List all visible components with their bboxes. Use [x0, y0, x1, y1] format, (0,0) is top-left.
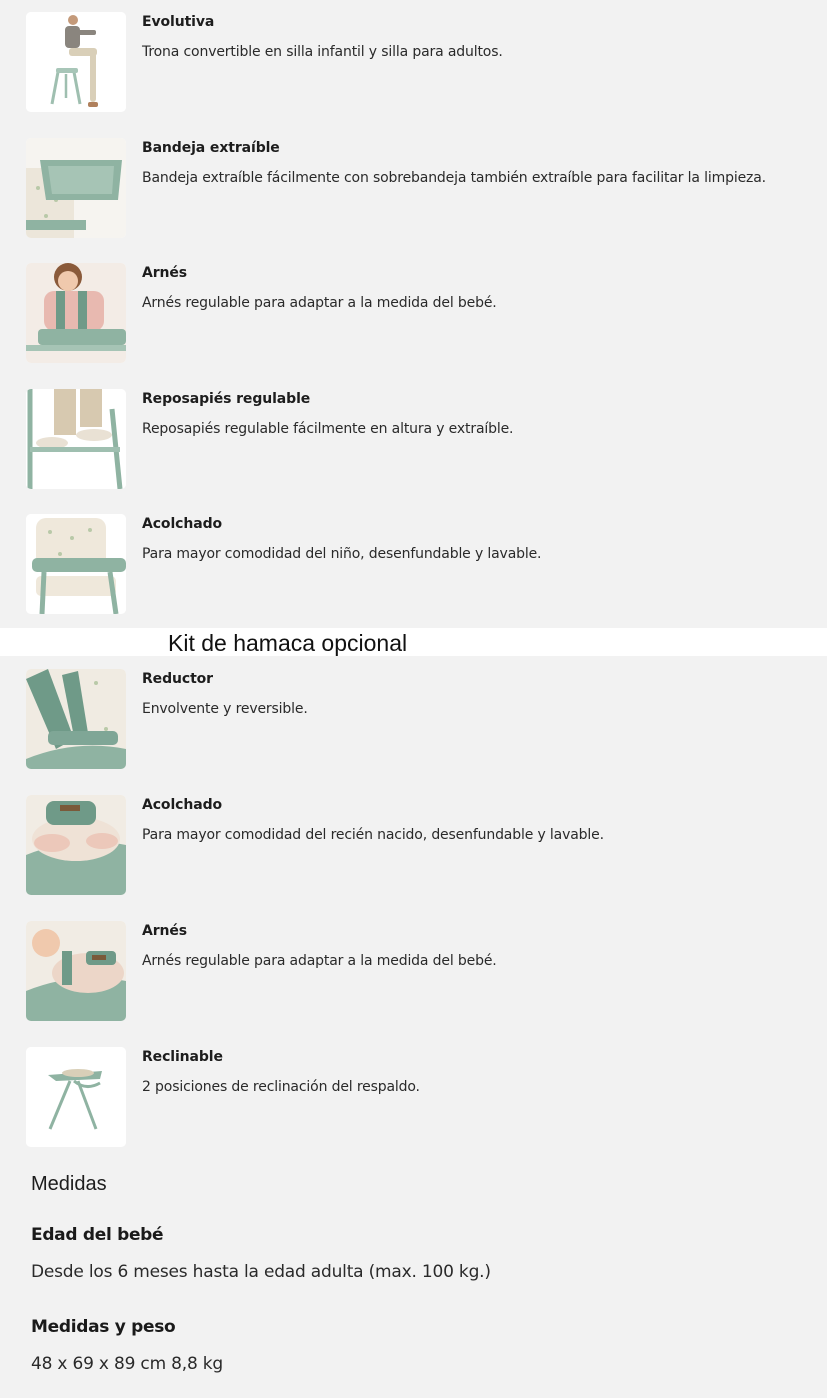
baby-harness-photo	[26, 921, 126, 1021]
feature-title: Acolchado	[142, 797, 223, 813]
feature-title: Arnés	[142, 923, 188, 939]
feature-title: Reclinable	[142, 1049, 223, 1065]
spec-label-age: Edad del bebé	[31, 1225, 164, 1245]
feature-bandeja-extraible	[26, 138, 806, 239]
feature-description: Para mayor comodidad del niño, desenfundable y lavable.	[142, 546, 542, 562]
feature-reposapies-regulable	[26, 389, 806, 490]
feature-description: Arnés regulable para adaptar a la medida del bebé.	[142, 953, 497, 969]
feature-evolutiva	[26, 12, 806, 113]
footrest-photo	[26, 389, 126, 489]
adult-sitting-on-chair-photo	[26, 12, 126, 112]
spec-value-dimensions: 48 x 69 x 89 cm 8,8 kg	[31, 1354, 224, 1374]
reclined-chair-photo	[26, 1047, 126, 1147]
spec-label-dimensions: Medidas y peso	[31, 1317, 176, 1337]
newborn-padding-photo	[26, 795, 126, 895]
feature-title: Reductor	[142, 671, 213, 687]
feature-description: Bandeja extraíble fácilmente con sobrebandeja también extraíble para facilitar la limpieza.	[142, 170, 766, 186]
kit-title-band	[0, 628, 827, 656]
feature-title: Acolchado	[142, 516, 223, 532]
kit-feature-arnes	[26, 921, 806, 1022]
removable-tray-photo	[26, 138, 126, 238]
feature-description: 2 posiciones de reclinación del respaldo.	[142, 1079, 420, 1095]
kit-feature-acolchado	[26, 795, 806, 896]
feature-description: Reposapiés regulable fácilmente en altura y extraíble.	[142, 421, 514, 437]
kit-feature-reductor	[26, 669, 806, 770]
feature-title: Reposapiés regulable	[142, 391, 311, 407]
feature-title: Bandeja extraíble	[142, 140, 280, 156]
padded-seat-photo	[26, 514, 126, 614]
child-in-harness-photo	[26, 263, 126, 363]
feature-description: Trona convertible en silla infantil y silla para adultos.	[142, 44, 503, 60]
measures-heading: Medidas	[31, 1173, 107, 1195]
kit-title: Kit de hamaca opcional	[168, 630, 408, 656]
kit-section	[0, 656, 827, 1398]
feature-title: Arnés	[142, 265, 188, 281]
feature-acolchado	[26, 514, 806, 615]
feature-description: Envolvente y reversible.	[142, 701, 308, 717]
feature-description: Para mayor comodidad del recién nacido, desenfundable y lavable.	[142, 827, 604, 843]
kit-feature-reclinable	[26, 1047, 806, 1148]
feature-title: Evolutiva	[142, 14, 215, 30]
reducer-photo	[26, 669, 126, 769]
features-section	[0, 0, 827, 628]
spec-value-age: Desde los 6 meses hasta la edad adulta (max. 100 kg.)	[31, 1262, 491, 1282]
feature-arnes	[26, 263, 806, 364]
feature-description: Arnés regulable para adaptar a la medida del bebé.	[142, 295, 497, 311]
